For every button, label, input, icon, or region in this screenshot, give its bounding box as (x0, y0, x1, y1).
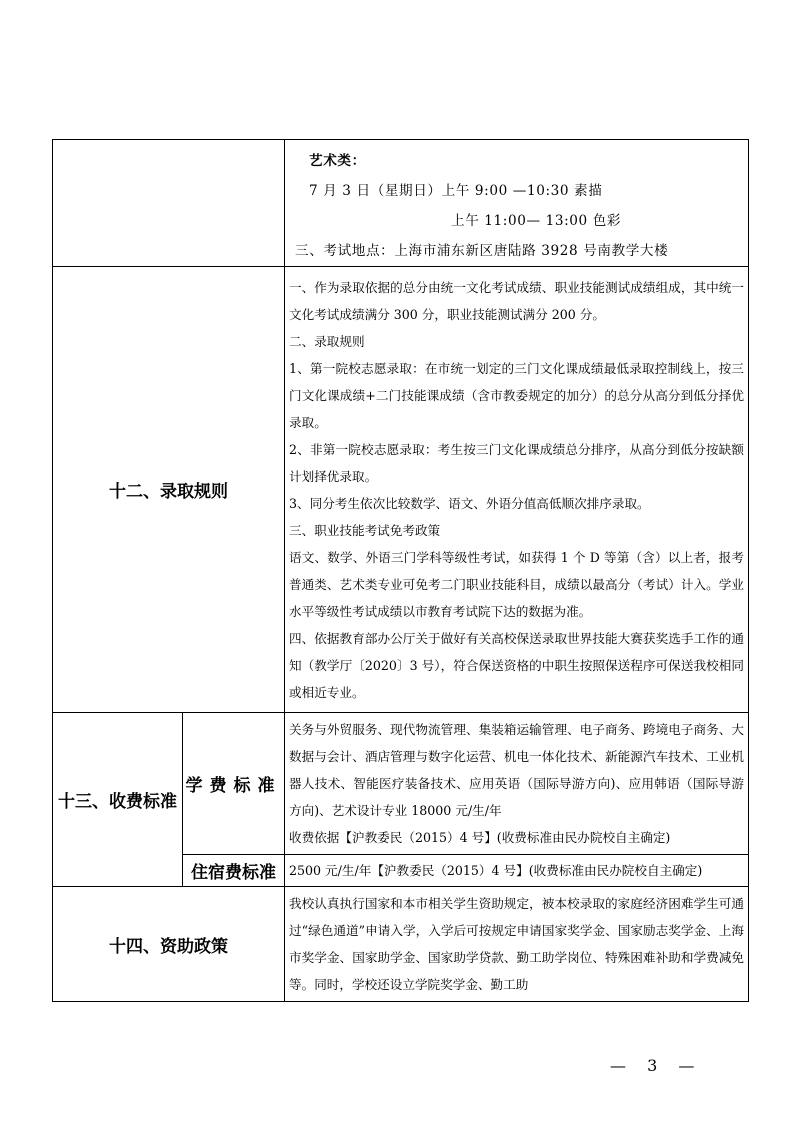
rule-paragraph: 二、录取规则 (289, 333, 365, 349)
lodging-content (285, 855, 749, 887)
rule-paragraph: 三、职业技能考试免考政策 (289, 522, 441, 538)
section14-heading: 十四、资助政策 (53, 887, 285, 1002)
rule-paragraph: 2、非第一院校志愿录取：考生按三门文化课成绩总分排序，从高分到低分按缺额计划择优录取。 (289, 441, 744, 484)
art-session-sketch: 7 月 3 日（星期日）上午 9:00 —10:30 素描 (309, 183, 603, 199)
tuition-label: 学费标准 (183, 713, 285, 855)
art-schedule-cell (285, 140, 749, 267)
rule-paragraph: 语文、数学、外语三门学科等级性考试，如获得 1 个 D 等第（含）以上者，报考普通类、艺术类专业可免考二门职业技能科目，成绩以最高分（考试）计入。学业水平等级性考试成绩以市教育考试院下达的数据为准。 (289, 549, 744, 619)
art-schedule-row (53, 140, 749, 267)
tuition-text: 关务与外贸服务、现代物流管理、集装箱运输管理、电子商务、跨境电子商务、大数据与会计、酒店管理与数字化运营、机电一体化技术、新能源汽车技术、工业机器人技术、智能医疗装备技术、应用英语（国际导游方向)、应用韩语（国际导游方向)、艺术设计专业 18000 元/生/年 (289, 722, 744, 818)
art-title: 艺术类： (309, 153, 366, 169)
section14-content (285, 887, 749, 1002)
tuition-content (285, 713, 749, 855)
rule-paragraph: 四、依据教育部办公厅关于做好有关高校保送录取世界技能大赛获奖选手工作的通知（教学厅〔2020〕3 号），符合保送资格的中职生按照保送程序可保送我校相同或相近专业。 (289, 630, 744, 700)
section13-heading: 十三、收费标准 (53, 713, 183, 887)
section13-tuition-row (53, 713, 749, 855)
admission-info-table (52, 139, 749, 1002)
rule-paragraph: 1、第一院校志愿录取：在市统一划定的三门文化课成绩最低录取控制线上，按三门文化课成绩+二门技能课成绩（含市教委规定的加分）的总分从高分到低分择优录取。 (289, 360, 744, 430)
aid-text: 我校认真执行国家和本市相关学生资助规定，被本校录取的家庭经济困难学生可通过“绿色通道”申请入学，入学后可按规定申请国家奖学金、国家励志奖学金、上海市奖学金、国家助学金、国家助学贷款、勤工助学岗位、特殊困难补助和学费减免等。同时，学校还设立学院奖学金、勤工助 (289, 896, 744, 992)
page-number: — 3 — (610, 1056, 703, 1075)
rule-paragraph: 3、同分考生依次比较数学、语文、外语分值高低顺次排序录取。 (289, 495, 650, 511)
art-session-color: 上午 11:00— 13:00 色彩 (451, 213, 622, 229)
lodging-text: 2500 元/生/年【沪教委民（2015）4 号】(收费标准由民办院校自主确定) (289, 862, 703, 878)
section14-row (53, 887, 749, 1002)
section12-row (53, 267, 749, 713)
tuition-basis: 收费依据【沪教委民（2015）4 号】(收费标准由民办院校自主确定) (289, 830, 671, 845)
empty-heading-cell (53, 140, 285, 267)
lodging-label: 住宿费标准 (183, 855, 285, 887)
section12-content (285, 267, 749, 713)
section12-heading: 十二、录取规则 (53, 267, 285, 713)
exam-location: 三、考试地点：上海市浦东新区唐陆路 3928 号南教学大楼 (295, 243, 669, 259)
rule-paragraph: 一、作为录取依据的总分由统一文化考试成绩、职业技能测试成绩组成，其中统一文化考试成绩满分 300 分，职业技能测试满分 200 分。 (289, 279, 744, 322)
